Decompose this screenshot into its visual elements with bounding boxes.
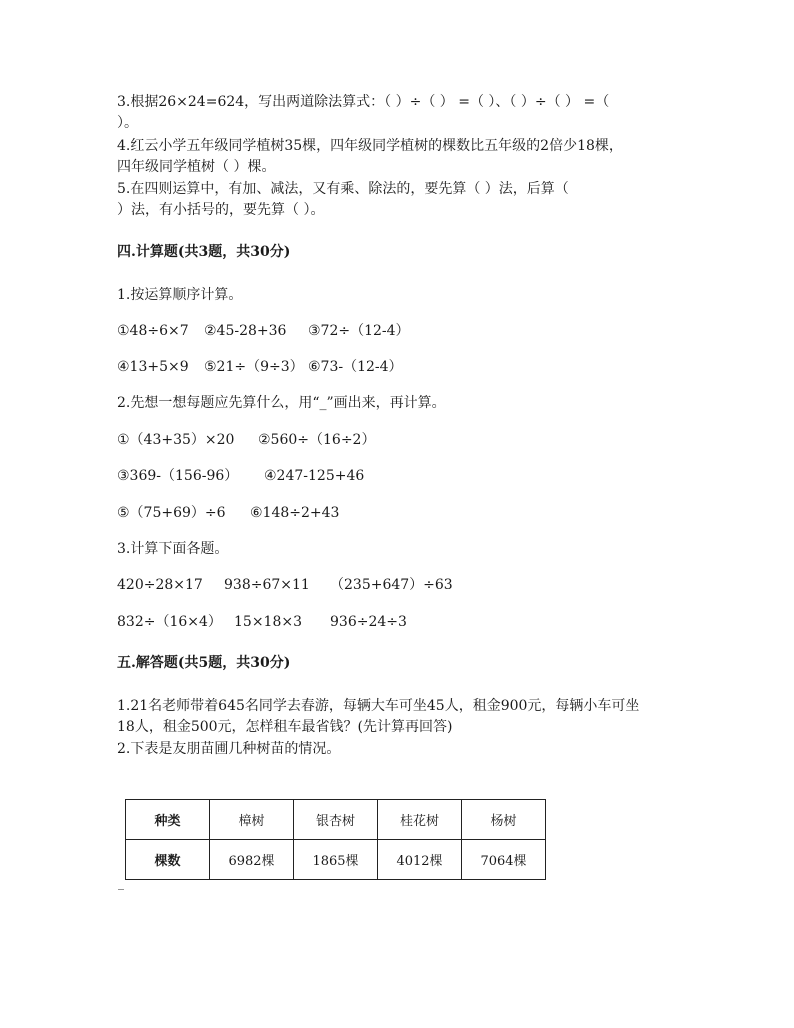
table-cell: 6982棵 xyxy=(210,840,294,880)
question-3-line-1: 3.根据26×24=624，写出两道除法算式：（ ）÷（ ） =（ ）、（ ）÷（ ） =（ xyxy=(117,94,610,110)
table-cell: 4012棵 xyxy=(378,840,462,880)
calc-item: 938÷67×11 xyxy=(224,577,310,593)
calc-item: 420÷28×17 xyxy=(117,577,203,593)
calc-q1-row-1 xyxy=(117,321,410,341)
answer-q2-title: 2.下表是友朋苗圃几种树苗的情况。 xyxy=(117,741,341,757)
calc-item: ②560÷（16÷2） xyxy=(258,432,376,448)
calc-item: ④13+5×9 xyxy=(117,359,189,375)
calc-item: ①（43+35）×20 xyxy=(117,432,235,448)
calc-q2-row-1 xyxy=(117,430,375,450)
calc-q2-title: 2.先想一想每题应先算什么，用“_”画出来，再计算。 xyxy=(117,395,446,411)
calc-item: ⑥148÷2+43 xyxy=(250,505,340,521)
calc-item: ⑤21÷（9÷3） xyxy=(204,359,304,375)
calc-item: ⑥73-（12-4） xyxy=(308,359,403,375)
section-5-title: 五.解答题(共5题，共30分) xyxy=(117,655,291,671)
tree-seedling-table xyxy=(125,799,546,880)
calc-q3-row-1 xyxy=(117,575,453,595)
table-cell: 1865棵 xyxy=(294,840,378,880)
answer-q1-line-1: 1.21名老师带着645名同学去春游，每辆大车可坐45人，租金900元，每辆小车可坐 xyxy=(117,698,640,714)
calc-q1-title: 1.按运算顺序计算。 xyxy=(117,287,243,303)
calc-q2-row-3 xyxy=(117,503,339,523)
calc-item: （235+647）÷63 xyxy=(330,577,453,593)
question-4-line-1: 4.红云小学五年级同学植树35棵，四年级同学植树的棵数比五年级的2倍少18棵， xyxy=(117,138,623,154)
table-cell: 7064棵 xyxy=(462,840,546,880)
table-header-cell: 种类 xyxy=(126,800,210,840)
table-row xyxy=(126,840,546,880)
table-header-cell: 棵数 xyxy=(126,840,210,880)
question-5-line-1: 5.在四则运算中，有加、减法，又有乘、除法的，要先算（ ）法，后算（ xyxy=(117,181,569,197)
calc-q1-row-2 xyxy=(117,357,403,377)
question-4-line-2: 四年级同学植树（ ）棵。 xyxy=(117,159,276,175)
table-cell: 杨树 xyxy=(462,800,546,840)
calc-item: ①48÷6×7 xyxy=(117,323,189,339)
calc-q3-title: 3.计算下面各题。 xyxy=(117,541,229,557)
table-row xyxy=(126,800,546,840)
table-cell: 樟树 xyxy=(210,800,294,840)
table-cell: 桂花树 xyxy=(378,800,462,840)
calc-item: 832÷（16×4） xyxy=(117,614,222,630)
calc-q2-row-2 xyxy=(117,466,364,486)
section-4-title: 四.计算题(共3题，共30分) xyxy=(117,244,291,260)
answer-q1-line-2: 18人，租金500元，怎样租车最省钱？(先计算再回答) xyxy=(117,719,453,735)
calc-item: ⑤（75+69）÷6 xyxy=(117,505,226,521)
calc-item: 15×18×3 xyxy=(234,614,302,630)
calc-q3-row-2 xyxy=(117,612,407,632)
calc-item: ③369-（156-96） xyxy=(117,468,239,484)
table-cell: 银杏树 xyxy=(294,800,378,840)
question-3-line-2: ）。 xyxy=(117,115,138,131)
calc-item: 936÷24÷3 xyxy=(330,614,407,630)
question-5-line-2: ）法，有小括号的，要先算（ ）。 xyxy=(117,202,325,218)
calc-item: ③72÷（12-4） xyxy=(308,323,410,339)
calc-item: ④247-125+46 xyxy=(264,468,365,484)
trailing-mark: _ xyxy=(118,876,124,890)
calc-item: ②45-28+36 xyxy=(204,323,287,339)
